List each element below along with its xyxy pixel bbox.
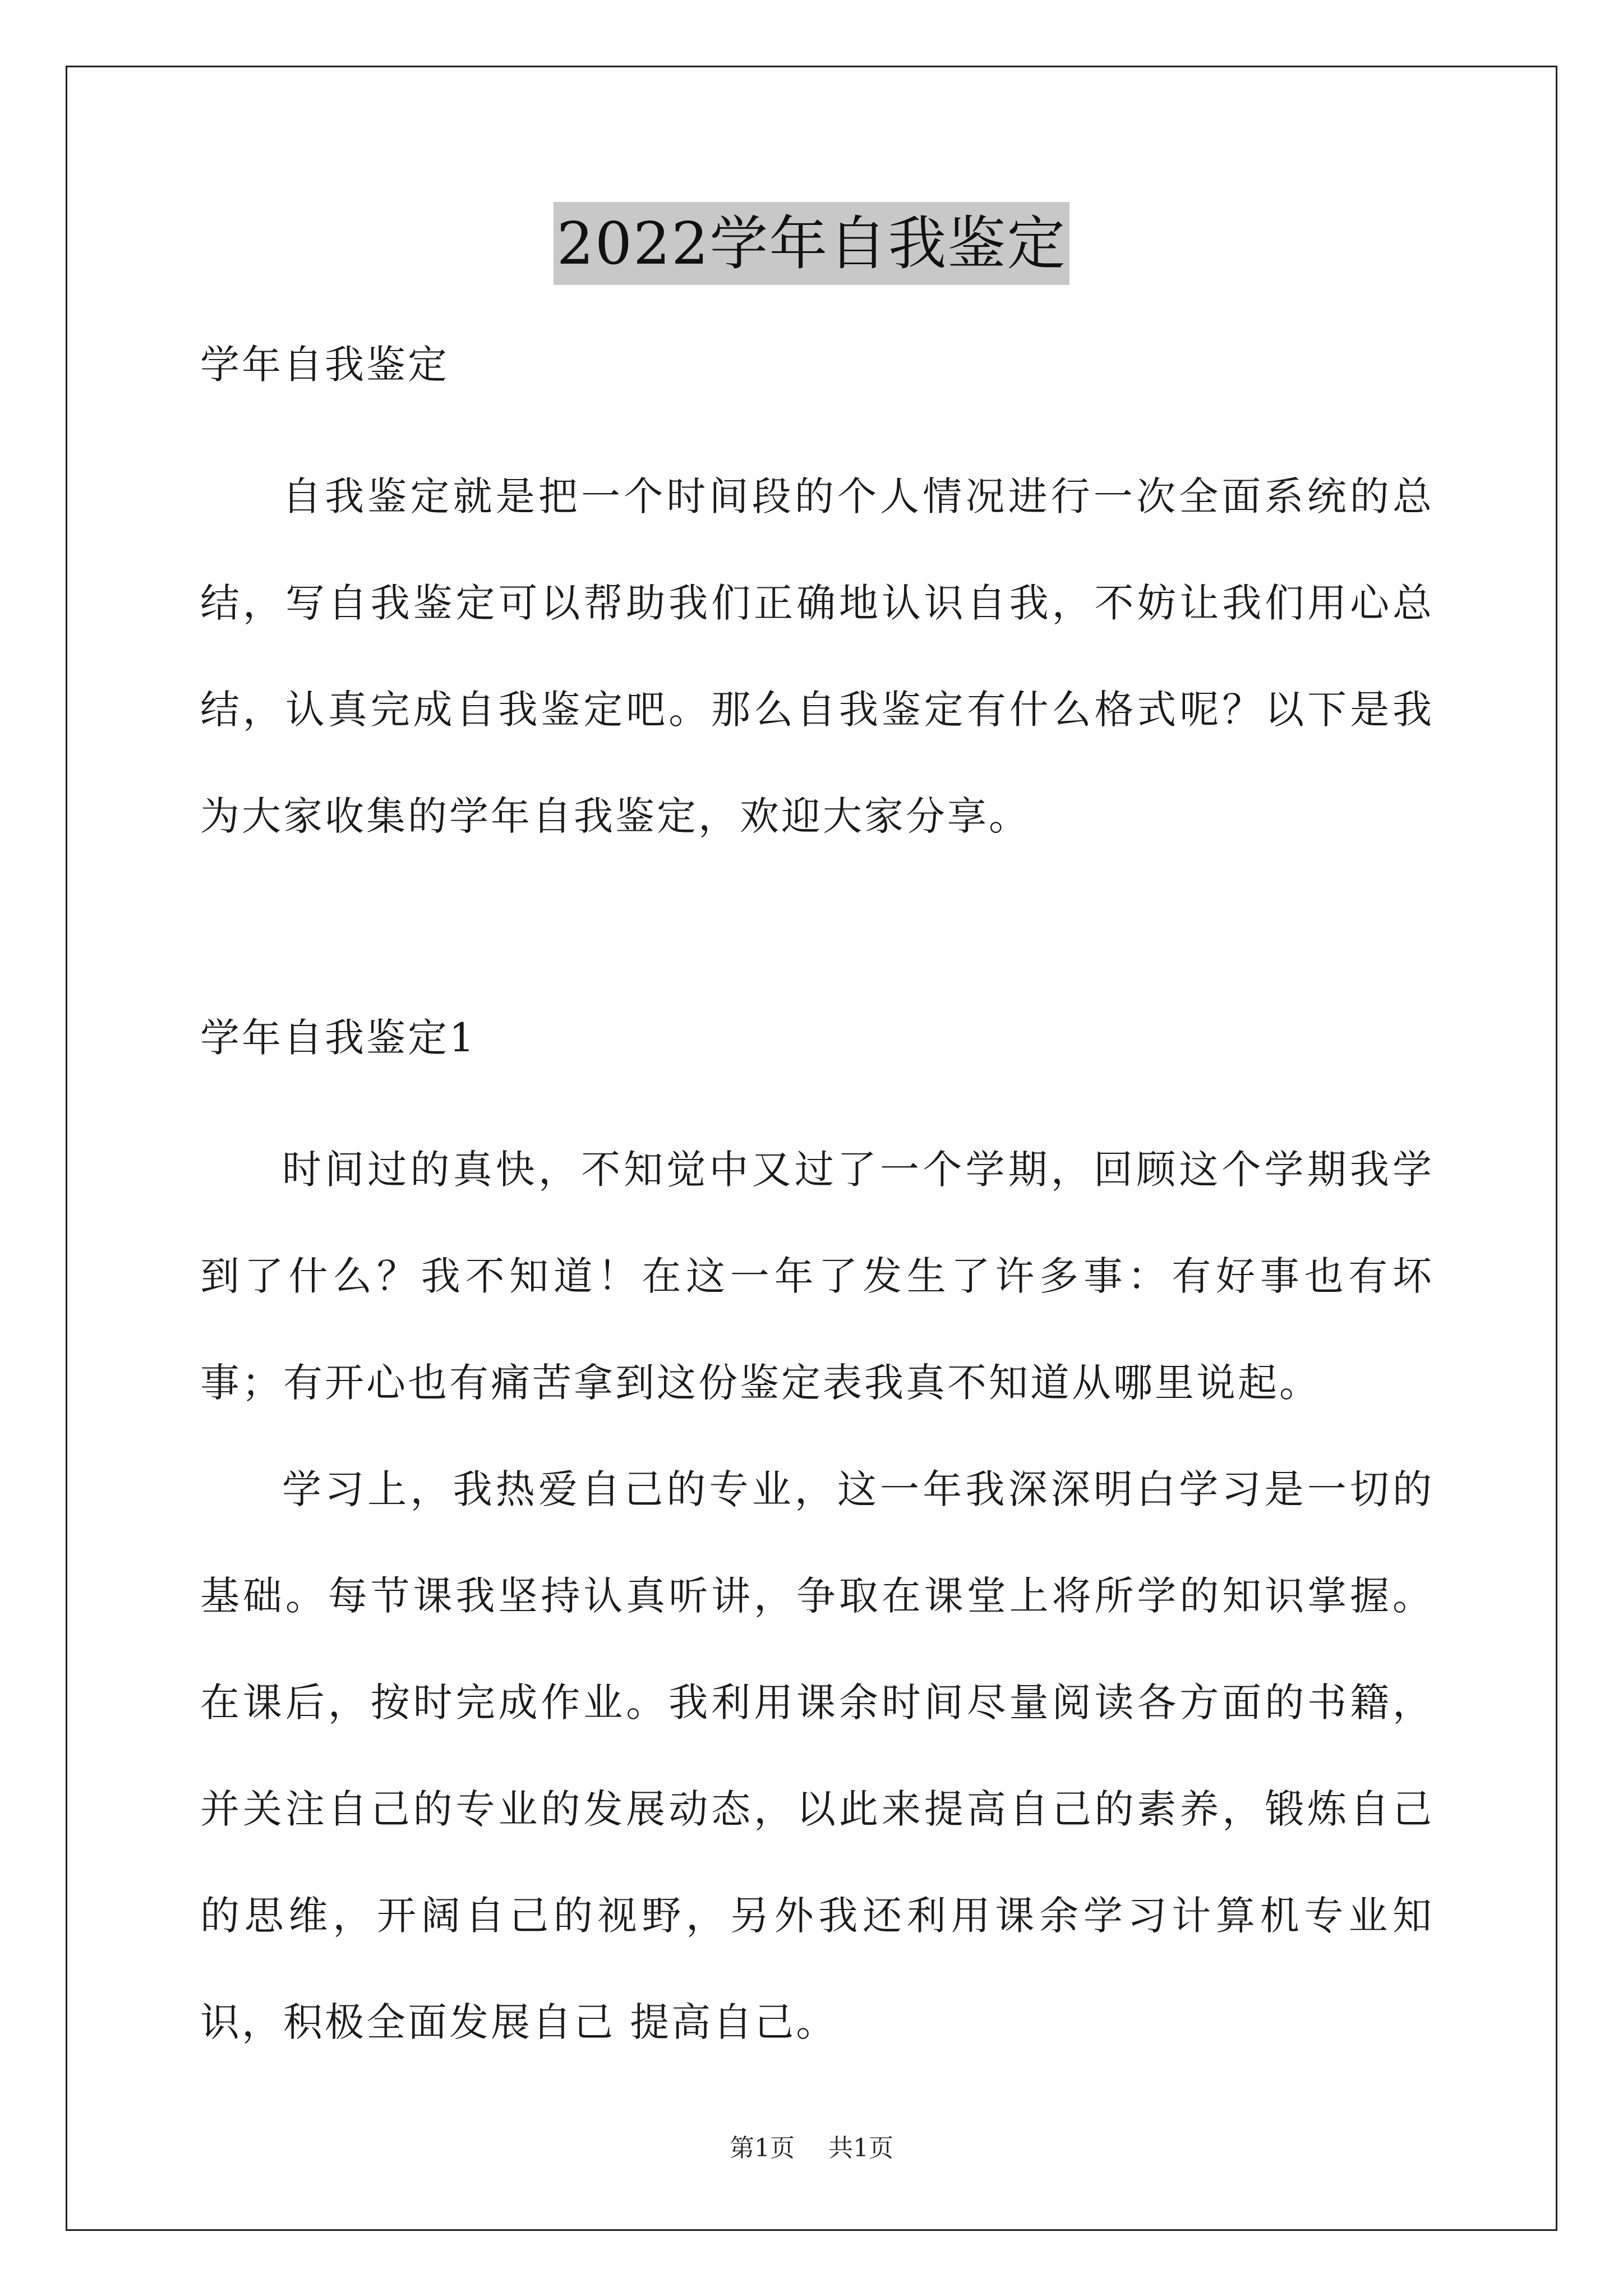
- spacer: [200, 1066, 1434, 1116]
- section-heading: 学年自我鉴定1: [200, 1015, 477, 1061]
- document-body: [200, 337, 1434, 2076]
- paragraph: 时间过的真快，不知觉中又过了一个学期，回顾这个学期我学到了什么？我不知道！在这一年了发生了许多事：有好事也有坏事；有开心也有痛苦拿到这份鉴定表我真不知道从哪里说起。: [200, 1147, 1434, 1406]
- spacer: [200, 869, 1434, 1010]
- page-footer: [0, 2132, 1623, 2165]
- page-number-current: 第1页: [730, 2134, 795, 2162]
- section-heading: 学年自我鉴定: [200, 342, 449, 388]
- spacer: [200, 393, 1434, 443]
- paragraph: 自我鉴定就是把一个时间段的个人情况进行一次全面系统的总结，写自我鉴定可以帮助我们正确地认识自我，不妨让我们用心总结，认真完成自我鉴定吧。那么自我鉴定有什么格式呢？以下是我为大家收集的学年自我鉴定，欢迎大家分享。: [200, 473, 1434, 839]
- page-number-total: 共1页: [828, 2134, 893, 2162]
- paragraph: 学习上，我热爱自己的专业，这一年我深深明白学习是一切的基础。每节课我坚持认真听讲，争取在课堂上将所学的知识掌握。在课后，按时完成作业。我利用课余时间尽量阅读各方面的书籍，并关注自己的专业的发展动态，以此来提高自己的素养，锻炼自己的思维，开阔自己的视野，另外我还利用课余学习计算机专业知识，积极全面发展自己 提高自己。: [200, 1466, 1434, 2045]
- document-title: 2022学年自我鉴定: [554, 202, 1070, 285]
- title-container: [0, 202, 1623, 285]
